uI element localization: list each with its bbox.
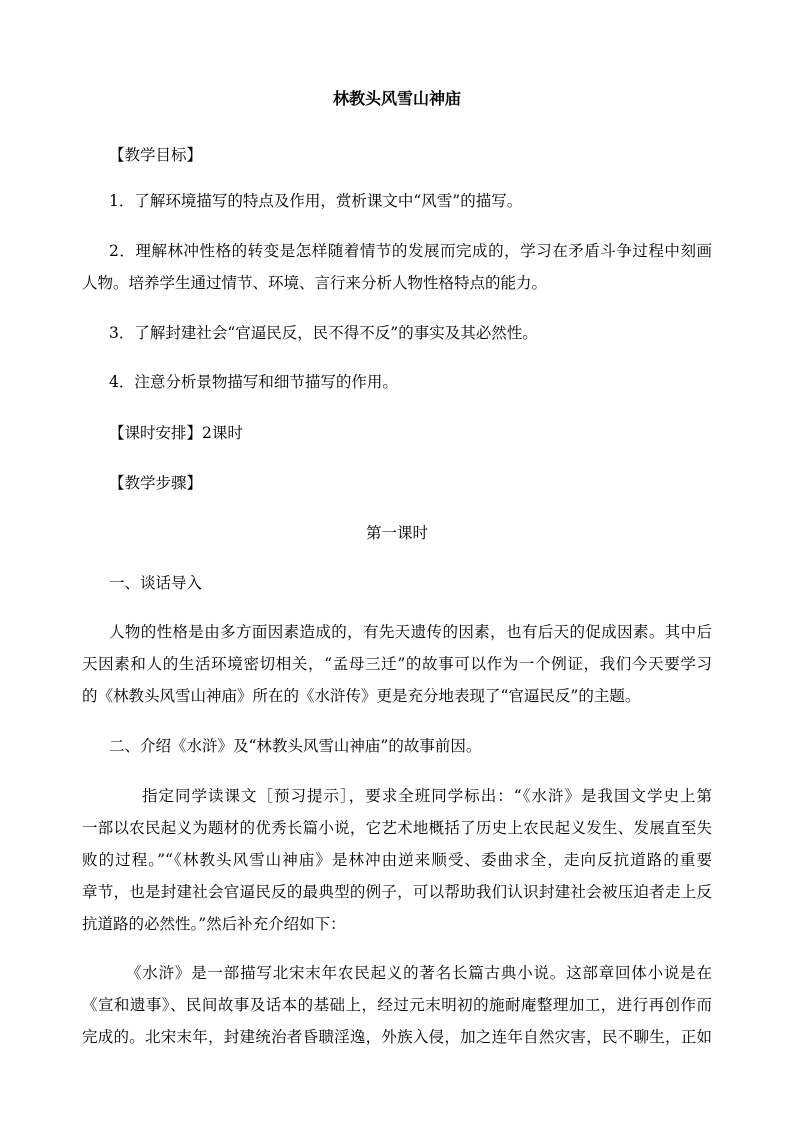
- part1-heading: 一、谈话导入: [109, 574, 203, 592]
- lesson-heading: 第一课时: [365, 524, 428, 542]
- part2-heading: 二、介绍《水浒》及“林教头风雪山神庙”的故事前因。: [109, 737, 482, 755]
- schedule-line: 【课时安排】2课时: [109, 424, 243, 442]
- part3-line-3: 完成的。北宋末年，封建统治者昏聩淫逸，外族入侵，加之连年自然灾害，民不聊生，正如: [82, 1028, 712, 1046]
- document-title: 林教头风雪山神庙: [332, 89, 461, 108]
- part1-line-1: 人物的性格是由多方面因素造成的，有先天遗传的因素，也有后天的促成因素。其中后: [109, 623, 712, 641]
- section-heading-steps: 【教学步骤】: [109, 474, 203, 492]
- goal-item-2: 2．理解林冲性格的转变是怎样随着情节的发展而完成的，学习在矛盾斗争过程中刻画: [109, 242, 712, 260]
- goal-item-2-cont: 人物。培养学生通过情节、环境、言行来分析人物性格特点的能力。: [82, 274, 548, 292]
- section-heading-goals: 【教学目标】: [109, 146, 203, 164]
- part2-line-4: 章节，也是封建社会官逼民反的最典型的例子，可以帮助我们认识封建社会被压迫者走上反: [82, 883, 712, 901]
- goal-item-4: 4．注意分析景物描写和细节描写的作用。: [109, 373, 398, 391]
- part2-line-1: 指定同学读课文［预习提示］，要求全班同学标出：“《水浒》是我国文学史上第: [142, 787, 712, 805]
- part3-line-1: 《水浒》是一部描写北宋末年农民起义的著名长篇古典小说。这部章回体小说是在: [126, 964, 712, 982]
- goal-item-3: 3．了解封建社会“官逼民反，民不得不反”的事实及其必然性。: [109, 324, 538, 342]
- part1-line-2: 天因素和人的生活环境密切相关，“孟母三迁”的故事可以作为一个例证，我们今天要学习: [82, 655, 712, 673]
- goal-item-1: 1．了解环境描写的特点及作用，赏析课文中“风雪”的描写。: [109, 192, 523, 210]
- part2-line-5: 抗道路的必然性。”然后补充介绍如下：: [82, 915, 346, 933]
- part1-line-3: 的《林教头风雪山神庙》所在的《水浒传》更是充分地表现了“官逼民反”的主题。: [82, 687, 641, 705]
- part3-line-2: 《宣和遗事》、民间故事及话本的基础上，经过元末明初的施耐庵整理加工，进行再创作而: [82, 996, 712, 1014]
- part2-line-2: 一部以农民起义为题材的优秀长篇小说，它艺术地概括了历史上农民起义发生、发展直至失: [82, 819, 712, 837]
- part2-line-3: 败的过程。”“《林教头风雪山神庙》是林冲由逆来顺受、委曲求全，走向反抗道路的重要: [82, 851, 712, 869]
